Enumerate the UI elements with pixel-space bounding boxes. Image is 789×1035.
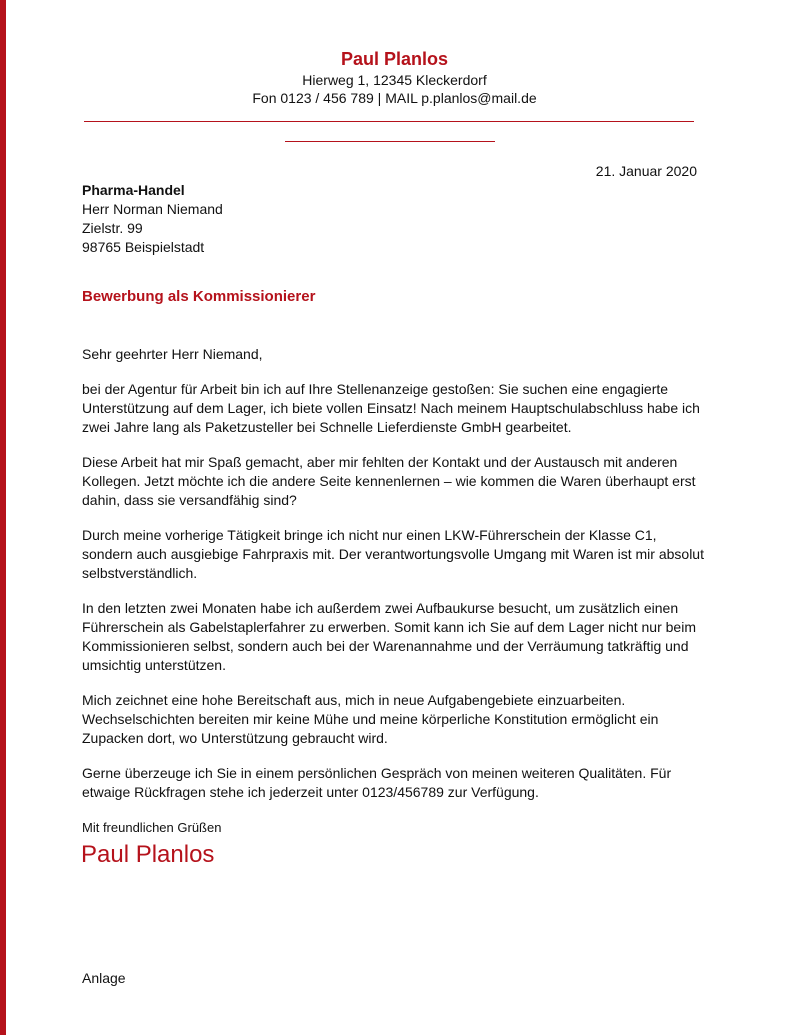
recipient-street: Zielstr. 99 xyxy=(82,220,143,236)
sender-address: Hierweg 1, 12345 Kleckerdorf xyxy=(302,72,487,88)
header-divider xyxy=(84,121,694,122)
body-paragraph: Gerne überzeuge ich Sie in einem persönlichen Gespräch von meinen weiteren Qualitäten. Für etwaige Rückfragen stehe ich jederzeit unter 0123/456789 zur Verfügung. xyxy=(82,765,672,800)
recipient-city: 98765 Beispielstadt xyxy=(82,239,205,255)
recipient-company: Pharma-Handel xyxy=(82,182,185,198)
salutation: Sehr geehrter Herr Niemand, xyxy=(82,346,263,362)
body-paragraph: bei der Agentur für Arbeit bin ich auf Ihre Stellenanzeige gestoßen: Sie suchen eine engagierte Unterstützung auf dem Lager, ich biete vollen Einsatz! Nach meinem Hauptschulabschluss habe ich zwei Jahre lang als Paketzusteller bei Schnelle Lieferdienste GmbH gearbeitet. xyxy=(82,381,700,435)
body-paragraph: Durch meine vorherige Tätigkeit bringe ich nicht nur einen LKW-Führerschein der Klasse C1, sondern auch ausgiebige Fahrpraxis mit. Der verantwortungsvolle Umgang mit Waren ist mir absolut selbstverständlich. xyxy=(82,527,704,581)
recipient-block xyxy=(82,181,223,257)
signature: Paul Planlos xyxy=(81,841,215,868)
body-paragraph: Diese Arbeit hat mir Spaß gemacht, aber mir fehlten der Kontakt und der Austausch mit anderen Kollegen. Jetzt möchte ich die andere Seite kennenlernen – wie kommen die Waren überhaupt erst dahin, dass sie versandfähig sind? xyxy=(82,454,696,508)
closing: Mit freundlichen Grüßen xyxy=(82,820,222,835)
left-accent-bar xyxy=(0,0,6,1035)
sender-name: Paul Planlos xyxy=(340,49,449,69)
letter-body xyxy=(82,345,707,853)
recipient-person: Herr Norman Niemand xyxy=(82,201,223,217)
body-paragraph: Mich zeichnet eine hohe Bereitschaft aus, mich in neue Aufgabengebiete einzuarbeiten. Wechselschichten bereiten mir keine Mühe und meine körperliche Konstitution ermöglicht ein Zupacken dort, wo Unterstützung gebraucht wird. xyxy=(82,692,659,746)
header-divider-short xyxy=(285,141,495,142)
body-paragraph: In den letzten zwei Monaten habe ich außerdem zwei Aufbaukurse besucht, um zusätzlich einen Führerschein als Gabelstaplerfahrer zu erwerben. Somit kann ich Sie auf dem Lager nicht nur beim Kommissionieren selbst, sondern auch bei der Warenannahme und der Verräumung tatkräftig und umsichtig unterstützen. xyxy=(82,600,696,673)
letter-date: 21. Januar 2020 xyxy=(595,163,697,179)
sender-contact: Fon 0123 / 456 789 | MAIL p.planlos@mail.de xyxy=(252,90,537,106)
letter-subject: Bewerbung als Kommissionierer xyxy=(82,288,316,305)
enclosure-note: Anlage xyxy=(82,970,126,986)
